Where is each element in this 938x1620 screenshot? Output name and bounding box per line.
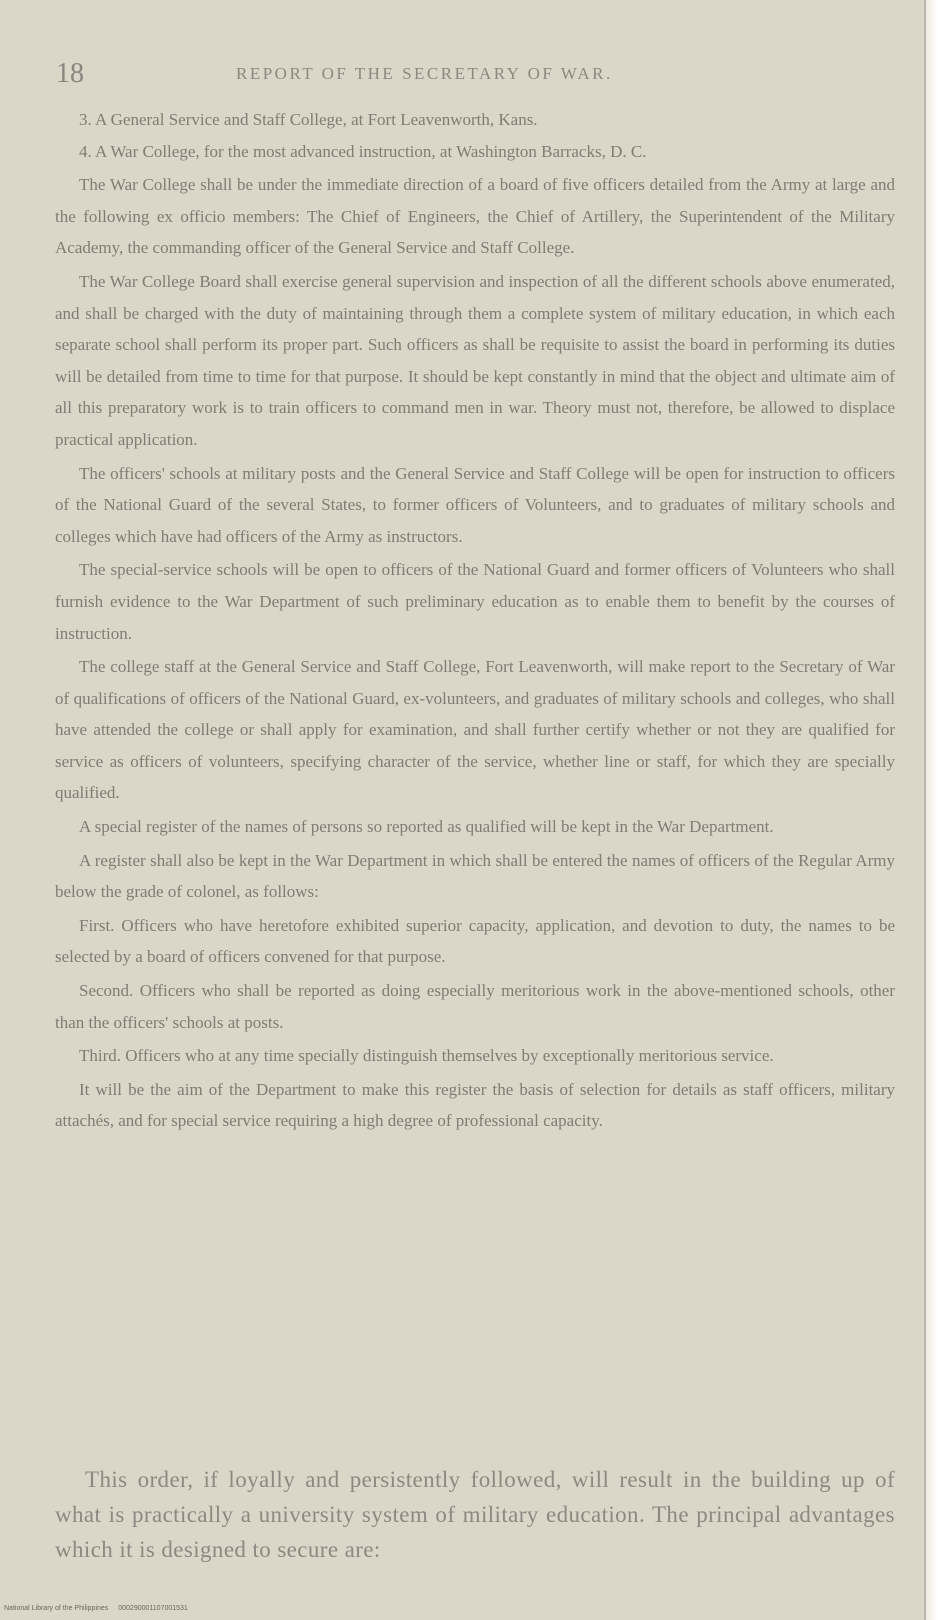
paragraph: It will be the aim of the Department to make this register the basis of selection for details as staff officers, military attachés, and for special service requiring a high degree of professional capacity. bbox=[55, 1079, 895, 1131]
page-header bbox=[56, 58, 896, 98]
paragraph: The officers' schools at military posts and the General Service and Staff College will be open for instruction to officers of the National Guard of the several States, to former officers of Volunteers, and to graduates of military schools and colleges which have had officers of the Army as instructors. bbox=[55, 463, 895, 546]
paragraph: A register shall also be kept in the War Department in which shall be entered the names of officers of the Regular Army below the grade of colonel, as follows: bbox=[55, 850, 895, 902]
scan-footer bbox=[4, 1605, 196, 1612]
paragraph: A special register of the names of persons so reported as qualified will be kept in the War Department. bbox=[79, 817, 774, 837]
body-text bbox=[55, 104, 895, 1137]
paragraph: 3. A General Service and Staff College, at Fort Leavenworth, Kans. bbox=[79, 110, 538, 129]
paragraph: 4. A War College, for the most advanced instruction, at Washington Barracks, D. C. bbox=[79, 141, 647, 161]
paragraph: The War College shall be under the immediate direction of a board of five officers detailed from the Army at large and the following ex officio members: The Chief of Engineers, the Chief of Artillery, the Superintendent of the Military Academy, the commanding officer of the General Service and Staff College. bbox=[55, 175, 895, 258]
page-number: 18 bbox=[56, 58, 84, 89]
page-binding-edge bbox=[924, 0, 938, 1620]
paragraph: Second. Officers who shall be reported as doing especially meritorious work in the above-mentioned schools, other than the officers' schools at posts. bbox=[55, 981, 895, 1032]
paragraph: Third. Officers who at any time specially distinguish themselves by exceptionally meritorious service. bbox=[79, 1046, 774, 1066]
closing-text bbox=[55, 1462, 895, 1567]
scan-id: 000290001107001531 bbox=[118, 1605, 188, 1612]
closing-paragraph: This order, if loyally and persistently followed, will result in the building up of what is practically a university system of military education. The principal advantages which it is designed to secure are: bbox=[55, 1467, 895, 1562]
running-head: REPORT OF THE SECRETARY OF WAR. bbox=[236, 64, 613, 83]
paragraph: The War College Board shall exercise general supervision and inspection of all the different schools above enumerated, and shall be charged with the duty of maintaining through them a complete system of military education, in which each separate school shall perform its proper part. Such officers as shall be requisite to assist the board in performing its duties will be detailed from time to time for that purpose. It should be kept constantly in mind that the object and ultimate aim of all this preparatory work is to train officers to command men in war. Theory must not, therefore, be allowed to displace practical application. bbox=[55, 271, 895, 449]
paragraph: The special-service schools will be open to officers of the National Guard and former officers of Volunteers who shall furnish evidence to the War Department of such preliminary education as to enable them to benefit by the courses of instruction. bbox=[55, 560, 895, 643]
paragraph: The college staff at the General Service and Staff College, Fort Leavenworth, will make report to the Secretary of War of qualifications of officers of the National Guard, ex-volunteers, and graduates of military schools and colleges, who shall have attended the college or shall apply for examination, and shall further certify whether or not they are qualified for service as officers of volunteers, specifying character of the service, whether line or staff, for which they are specially qualified. bbox=[55, 657, 895, 803]
page-edge-line bbox=[924, 0, 926, 1620]
paragraph: First. Officers who have heretofore exhibited superior capacity, application, and devotion to duty, the names to be selected by a board of officers convened for that purpose. bbox=[55, 915, 895, 967]
library-name: National Library of the Philippines bbox=[4, 1605, 109, 1612]
